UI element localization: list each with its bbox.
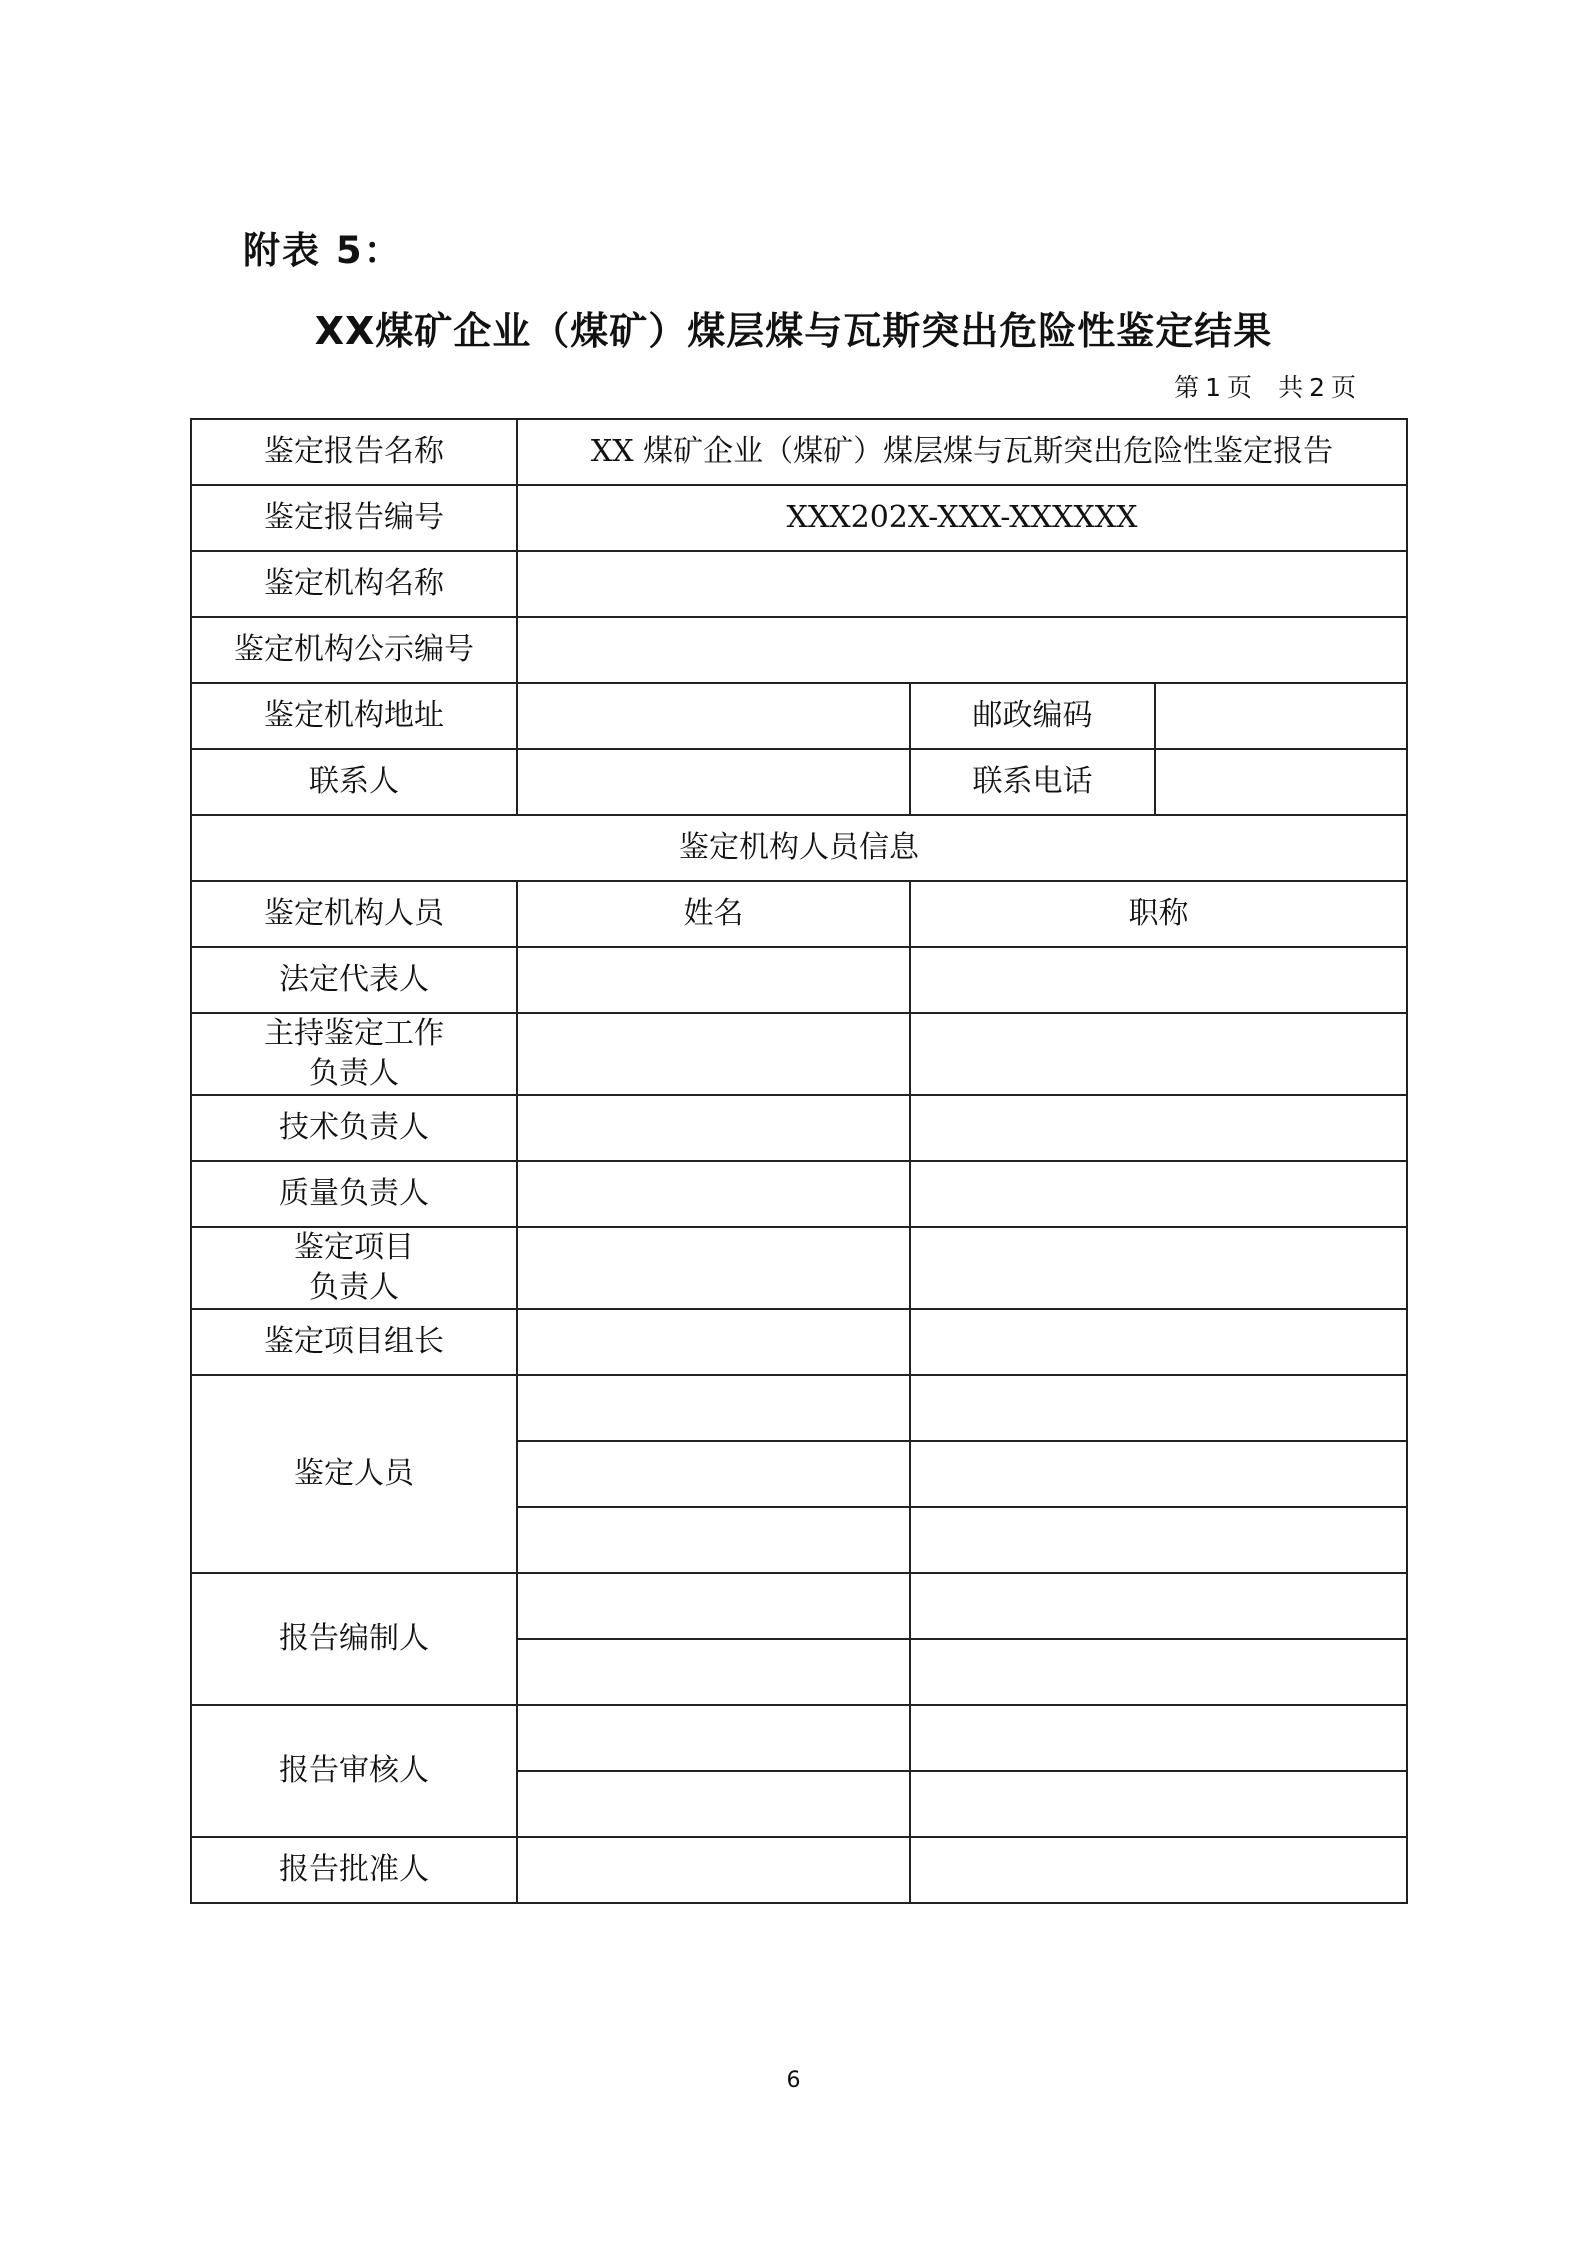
quality-lead-name-cell[interactable] xyxy=(517,1161,910,1227)
postal-code-cell[interactable] xyxy=(1155,683,1407,749)
tech-lead-title-cell[interactable] xyxy=(910,1095,1407,1161)
table-row xyxy=(191,881,1407,947)
reviewer-title-cell[interactable] xyxy=(910,1705,1407,1771)
tech-lead-label: 技术负责人 xyxy=(191,1095,517,1161)
compiler-name-cell[interactable] xyxy=(517,1573,910,1639)
table-row xyxy=(191,683,1407,749)
table-row xyxy=(191,947,1407,1013)
page-number: 6 xyxy=(786,2068,801,2093)
col-header-staff: 鉴定机构人员 xyxy=(191,881,517,947)
table-row xyxy=(191,1161,1407,1227)
assessor-name-cell[interactable] xyxy=(517,1507,910,1573)
col-header-title: 职称 xyxy=(910,881,1407,947)
page-info-current: 1 xyxy=(1205,373,1222,402)
project-lead-name-cell[interactable] xyxy=(517,1227,910,1309)
page-info-page-word: 页 xyxy=(1227,373,1253,402)
assessors-label: 鉴定人员 xyxy=(191,1375,517,1573)
table-row xyxy=(191,617,1407,683)
compiler-label: 报告编制人 xyxy=(191,1573,517,1705)
agency-public-no-cell[interactable] xyxy=(517,617,1407,683)
assessor-title-cell[interactable] xyxy=(910,1507,1407,1573)
agency-address-cell[interactable] xyxy=(517,683,910,749)
report-name-value: XX 煤矿企业（煤矿）煤层煤与瓦斯突出危险性鉴定报告 xyxy=(517,419,1407,485)
contact-phone-label: 联系电话 xyxy=(910,749,1155,815)
table-row xyxy=(191,551,1407,617)
reviewer-name-cell[interactable] xyxy=(517,1771,910,1837)
quality-lead-title-cell[interactable] xyxy=(910,1161,1407,1227)
compiler-title-cell[interactable] xyxy=(910,1573,1407,1639)
page-info-total-prefix: 共 xyxy=(1278,373,1304,402)
postal-code-label: 邮政编码 xyxy=(910,683,1155,749)
agency-name-cell[interactable] xyxy=(517,551,1407,617)
contact-label: 联系人 xyxy=(191,749,517,815)
legal-rep-label: 法定代表人 xyxy=(191,947,517,1013)
assessor-title-cell[interactable] xyxy=(910,1375,1407,1441)
agency-public-no-label: 鉴定机构公示编号 xyxy=(191,617,517,683)
compiler-name-cell[interactable] xyxy=(517,1639,910,1705)
approver-name-cell[interactable] xyxy=(517,1837,910,1903)
table-row xyxy=(191,1573,1407,1639)
lead-label-line1: 主持鉴定工作 xyxy=(264,1016,444,1051)
document-title: XX煤矿企业（煤矿）煤层煤与瓦斯突出危险性鉴定结果 xyxy=(314,309,1273,353)
table-row xyxy=(191,815,1407,881)
table-row xyxy=(191,1309,1407,1375)
table-row xyxy=(191,1375,1407,1441)
assessment-result-table xyxy=(190,418,1408,1904)
report-name-label: 鉴定报告名称 xyxy=(191,419,517,485)
legal-rep-title-cell[interactable] xyxy=(910,947,1407,1013)
reviewer-label: 报告审核人 xyxy=(191,1705,517,1837)
agency-address-label: 鉴定机构地址 xyxy=(191,683,517,749)
report-no-label: 鉴定报告编号 xyxy=(191,485,517,551)
table-row xyxy=(191,749,1407,815)
report-no-value: XXX202X-XXX-XXXXXX xyxy=(517,485,1407,551)
reviewer-name-cell[interactable] xyxy=(517,1705,910,1771)
page-info-total: 2 xyxy=(1309,373,1325,402)
table-row xyxy=(191,1013,1407,1095)
table-row xyxy=(191,1705,1407,1771)
project-lead-line1: 鉴定项目 xyxy=(294,1230,414,1265)
tech-lead-name-cell[interactable] xyxy=(517,1095,910,1161)
project-lead-title-cell[interactable] xyxy=(910,1227,1407,1309)
team-leader-title-cell[interactable] xyxy=(910,1309,1407,1375)
page-info xyxy=(1174,368,1356,404)
project-lead-line2: 负责人 xyxy=(309,1270,399,1305)
contact-phone-cell[interactable] xyxy=(1155,749,1407,815)
contact-cell[interactable] xyxy=(517,749,910,815)
table-row xyxy=(191,419,1407,485)
project-lead-label xyxy=(191,1227,517,1309)
assessor-title-cell[interactable] xyxy=(910,1441,1407,1507)
reviewer-title-cell[interactable] xyxy=(910,1771,1407,1837)
agency-name-label: 鉴定机构名称 xyxy=(191,551,517,617)
page-info-total-suffix: 页 xyxy=(1330,373,1356,402)
lead-name-cell[interactable] xyxy=(517,1013,910,1095)
approver-title-cell[interactable] xyxy=(910,1837,1407,1903)
assessor-name-cell[interactable] xyxy=(517,1375,910,1441)
lead-label-line2: 负责人 xyxy=(309,1056,399,1091)
assessor-name-cell[interactable] xyxy=(517,1441,910,1507)
team-leader-label: 鉴定项目组长 xyxy=(191,1309,517,1375)
table-row xyxy=(191,1227,1407,1309)
table-row xyxy=(191,1095,1407,1161)
lead-label xyxy=(191,1013,517,1095)
compiler-title-cell[interactable] xyxy=(910,1639,1407,1705)
col-header-name: 姓名 xyxy=(517,881,910,947)
staff-section-heading: 鉴定机构人员信息 xyxy=(191,815,1407,881)
legal-rep-name-cell[interactable] xyxy=(517,947,910,1013)
page-info-prefix: 第 xyxy=(1174,373,1200,402)
appendix-label: 附表 5： xyxy=(243,229,403,272)
table-row xyxy=(191,485,1407,551)
lead-title-cell[interactable] xyxy=(910,1013,1407,1095)
table-row xyxy=(191,1837,1407,1903)
quality-lead-label: 质量负责人 xyxy=(191,1161,517,1227)
team-leader-name-cell[interactable] xyxy=(517,1309,910,1375)
approver-label: 报告批准人 xyxy=(191,1837,517,1903)
